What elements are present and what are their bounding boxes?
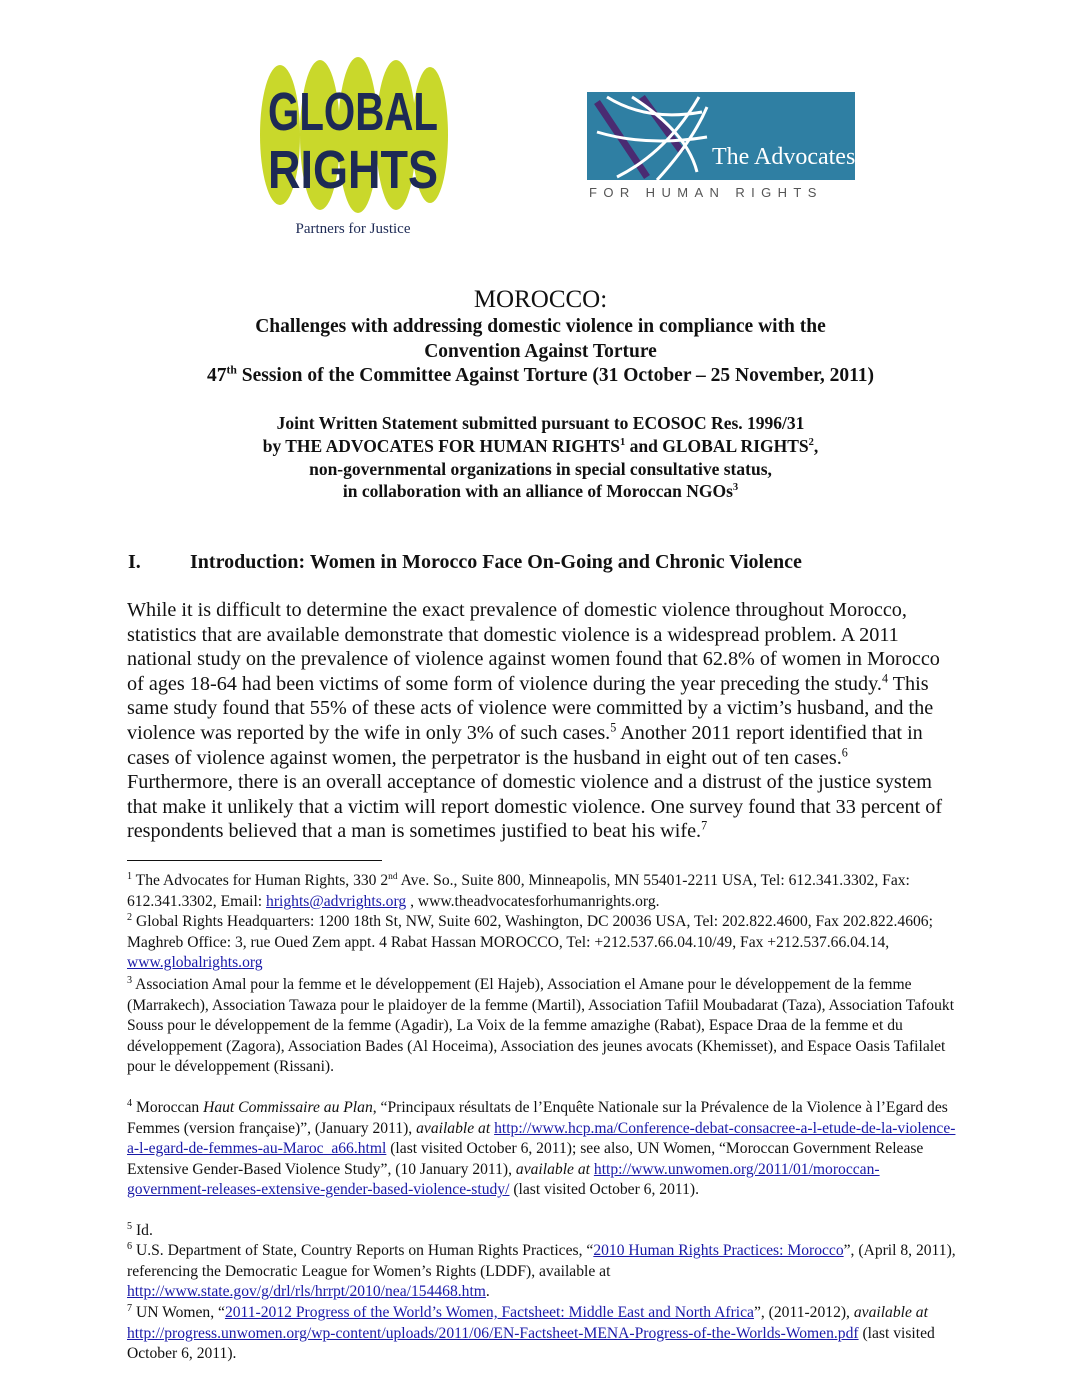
footnote-6: $^6$ U.S. Department of State, Country Reports on Human Rights Practices, “2010 Human Rights Practices: Morocco”, (April 8, 2011), referencing the Democratic League for Women’s Rights (LDDF), available at http://www.state.gov/g/drl/rls/hrrpt/2010/nea/154468.htm.: [127, 1240, 956, 1301]
statement-line-1: Joint Written Statement submitted pursuant to ECOSOC Res. 1996/31: [276, 413, 805, 433]
session-line: 47th Session of the Committee Against Torture (31 October – 25 November, 2011): [206, 363, 875, 386]
footnote-4: $^4$ Moroccan Haut Commissaire au Plan, “Principaux résultats de l’Enquête Nationale sur la Prévalence de la Violence à l’Egard des Femmes (version française)”, (January 2011), available at http://www.hcp.ma/Conference-debat-consacree-a-l-etude-de-la-violence-a-l-egard-de-femmes-au-Maroc_a66.html (last visited October 6, 2011); see also, UN Women, “Moroccan Government Release Extensive Gender-Based Violence Study”, (10 January 2011), available at http://www.unwomen.org/2011/01/moroccan-government-releases-extensive-gender-based-violence-study/ (last visited October 6, 2011).: [127, 1097, 956, 1199]
subtitle-line-1: Challenges with addressing domestic violence in compliance with the: [255, 316, 826, 337]
advocates-logo-name: The Advocates: [712, 144, 856, 170]
footnote-6-link-report[interactable]: 2010 Human Rights Practices: Morocco: [593, 1242, 844, 1259]
footnote-2-link[interactable]: www.globalrights.org: [127, 954, 263, 972]
statement-line-4: in collaboration with an alliance of Moroccan NGOs$^3$: [342, 481, 739, 501]
statement-line-2: by THE ADVOCATES FOR HUMAN RIGHTS$^1$ and GLOBAL RIGHTS$^2$,: [262, 436, 819, 456]
advocates-logo-tagline: FOR HUMAN RIGHTS: [589, 185, 823, 200]
document-title: MOROCCO:: [473, 286, 608, 313]
footnote-divider: [127, 860, 382, 861]
section-title: Introduction: Women in Morocco Face On-Going and Chronic Violence: [190, 551, 802, 573]
statement-line-3: non-governmental organizations in special consultative status,: [309, 459, 772, 479]
gr-logo-line1: GLOBAL: [268, 82, 438, 142]
footnote-7-link-factsheet[interactable]: 2011-2012 Progress of the World’s Women, Factsheet: Middle East and North Africa: [224, 1304, 754, 1321]
footnote-4-link-hcp[interactable]: http://www.hcp.ma/Conference-debat-consacree-a-l-etude-de-la-violence-a-l-egard-de-femmes-au-Maroc_a66.html: [127, 1119, 956, 1158]
footnote-2: $^2$ Global Rights Headquarters: 1200 18th St, NW, Suite 602, Washington, DC 20036 USA, Tel: 202.822.4600, Fax 202.822.4606; Maghreb Office: 3, rue Oued Zem appt. 4 Rabat Hassan MOROCCO, Tel: +212.537.66.04.10/49, Fax +212.537.66.04.14, www.globalrights.org: [127, 911, 933, 972]
footnote-4-link-unwomen[interactable]: http://www.unwomen.org/2011/01/moroccan-government-releases-extensive-gender-based-violence-study/: [127, 1160, 880, 1199]
footnote-5: $^5$ Id.: [127, 1220, 153, 1239]
footnote-6-link-state[interactable]: http://www.state.gov/g/drl/rls/hrrpt/2010/nea/154468.htm: [127, 1283, 486, 1301]
gr-logo-tagline: Partners for Justice: [295, 221, 411, 237]
body-paragraph: While it is difficult to determine the exact prevalence of domestic violence throughout Morocco, statistics that are available demonstrate that domestic violence is a widespread problem. A 2011 national study on the prevalence of violence against women found that 62.8% of women in Morocco of ages 18-64 had been victims of some form of violence during the year preceding the study.$^4$ This same study found that 55% of these acts of violence were committed by a victim’s husband, and the violence was reported by the wife in only 3% of such cases.$^5$ Another 2011 report identified that in cases of violence against women, the perpetrator is the husband in eight out of ten cases.$^6$ Furthermore, there is an overall acceptance of domestic violence and a distrust of the justice system that make it unlikely that a victim will report domestic violence. One survey found that 33 percent of respondents believed that a man is sometimes justified to beat his wife.$^7$: [127, 599, 943, 843]
footnote-3: $^3$ Association Amal pour la femme et le développement (El Hajeb), Association el Amane pour le développement de la femme (Marrakech), Association Tawaza pour le plaidoyer de la femme (Martil), Association Tafiil Moubadarat (Taza), Association Tafoukt Souss pour le développement de la femme (Agadir), La Voix de la femme amazighe (Rabat), Espace Draa de la femme et du développement (Zagora), Association Bades (Al Hoceima), Association des jeunes avocats (Khemisset), and Espace Oasis Tafilalet pour le développement (Rissani).: [127, 974, 955, 1076]
advocates-logo: [587, 92, 855, 200]
footnote-1: $^1$ The Advocates for Human Rights, 330 2nd Ave. So., Suite 800, Minneapolis, MN 55401-2211 USA, Tel: 612.341.3302, Fax: 612.341.3302, Email: hrights@advrights.org , www.theadvocatesforhumanrights.org.: [127, 870, 910, 910]
subtitle-line-2: Convention Against Torture: [424, 341, 657, 362]
footnote-7: $^7$ UN Women, “2011-2012 Progress of the World’s Women, Factsheet: Middle East and North Africa”, (2011-2012), available at http://progress.unwomen.org/wp-content/uploads/2011/06/EN-Factsheet-MENA-Progress-of-the-Worlds-Women.pdf (last visited October 6, 2011).: [127, 1302, 935, 1363]
global-rights-logo: [258, 60, 448, 240]
footnote-7-link-pdf[interactable]: http://progress.unwomen.org/wp-content/uploads/2011/06/EN-Factsheet-MENA-Progress-of-the-Worlds-Women.pdf: [127, 1324, 859, 1342]
gr-logo-line2: RIGHTS: [268, 140, 438, 200]
footnote-1-email-link[interactable]: hrights@advrights.org: [266, 892, 407, 910]
section-number: I.: [128, 551, 141, 573]
